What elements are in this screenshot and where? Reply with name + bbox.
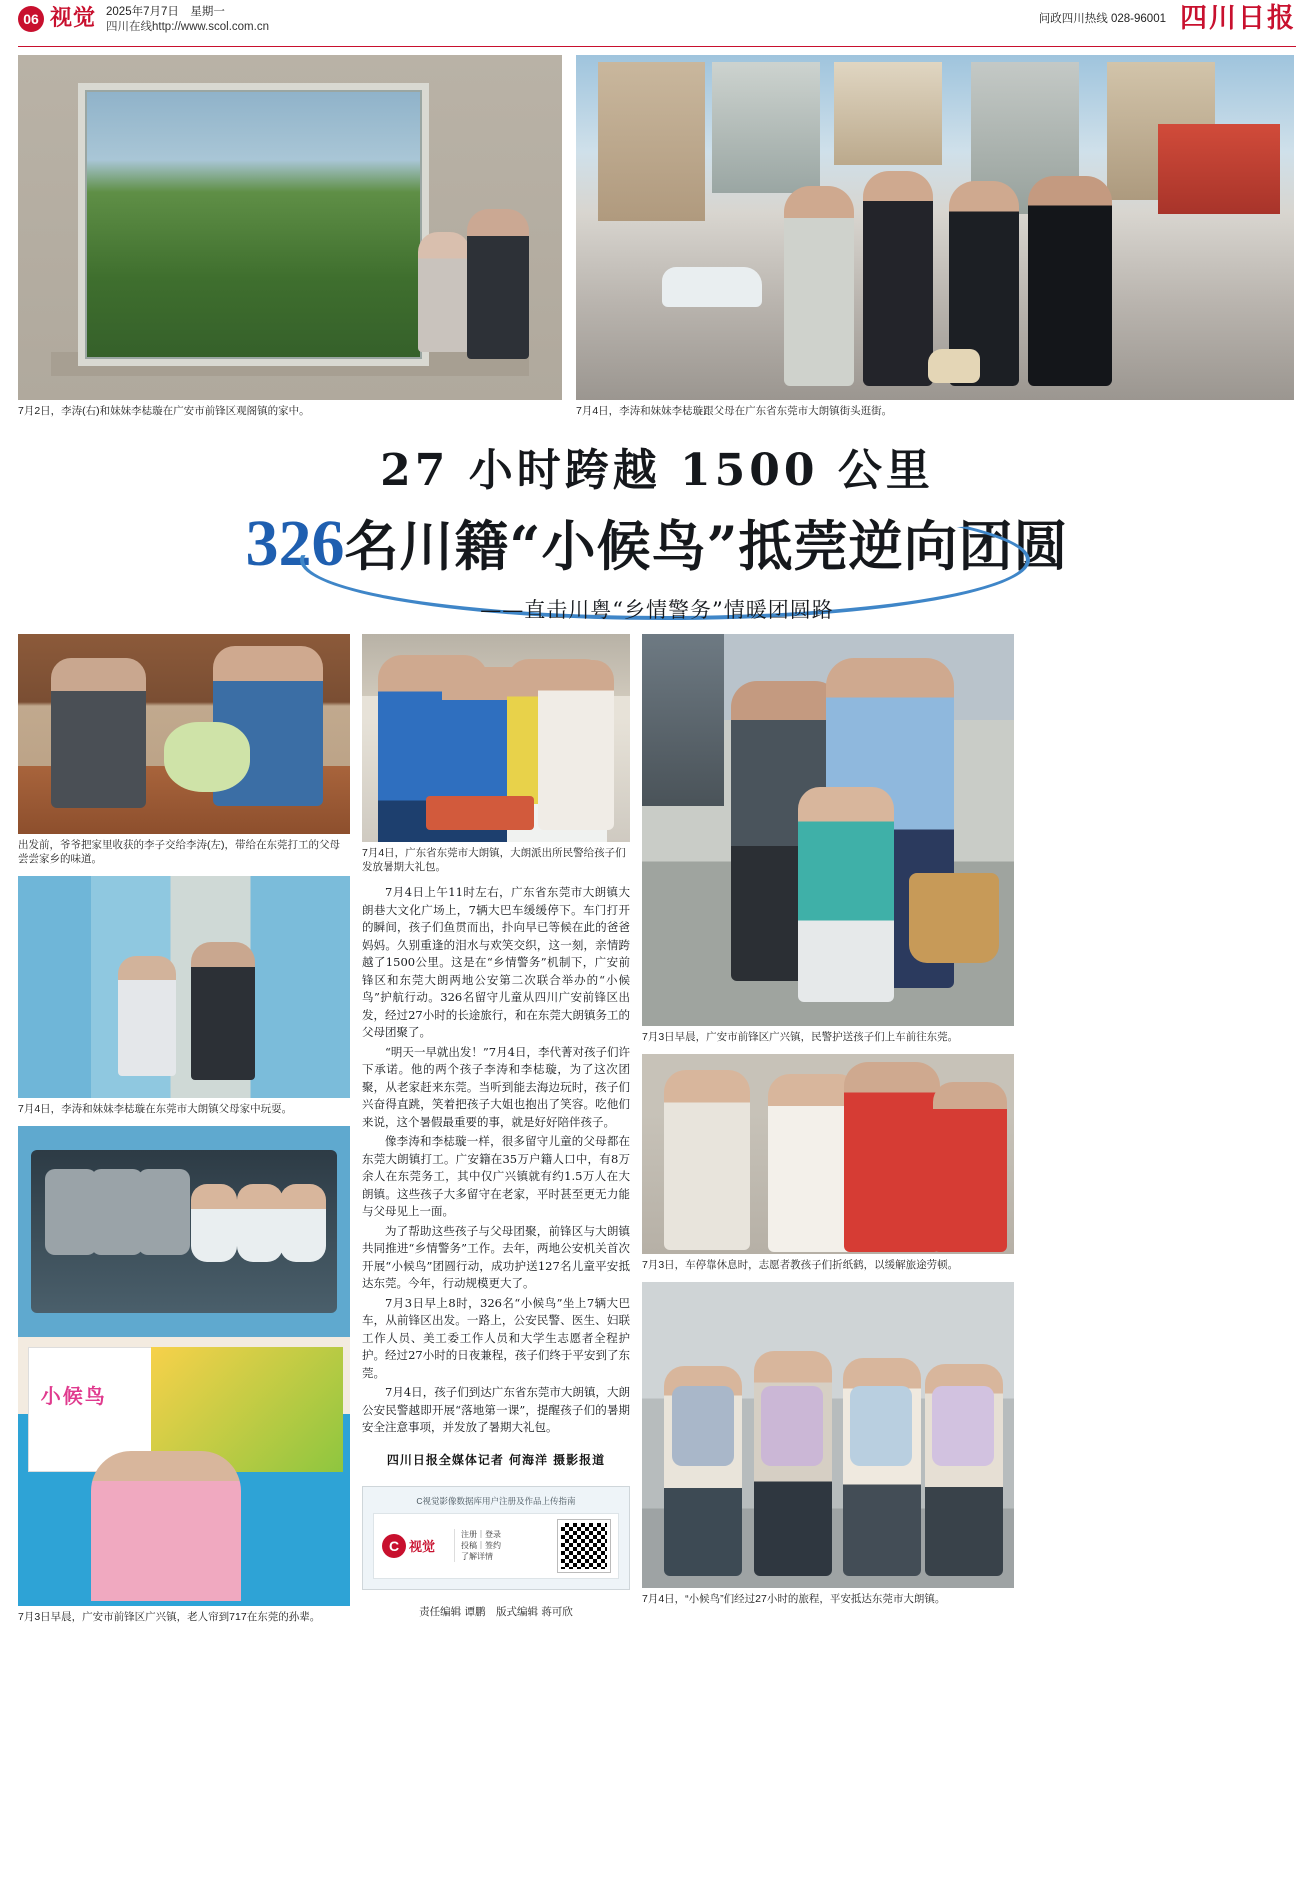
article-body [362,884,630,1437]
bus-seat [138,1169,190,1255]
headline-kicker: 27 小时跨越 1500 公里 [380,445,934,496]
qr-line: 投稿｜签约 [461,1541,501,1550]
photo-block-window-siblings [18,55,562,418]
headline-block [0,418,1314,624]
logo-mark: C [382,1534,406,1558]
article-paragraph: “明天一早就出发！”7月4日，李代菁对孩子们许下承诺。他的两个孩子李涛和李梽璇，为了这次团聚，从老家赶来东莞。当听到能去海边玩时，孩子们兴奋得直跳，笑着把孩子大姐也抱出了笑容。吃他们来说，这个暑假最重要的事，就是好好陪伴孩子。 [362,1044,630,1129]
photo-origami [642,1054,1014,1254]
article-paragraph: 像李涛和李梽璇一样，很多留守儿童的父母都在东莞大朗镇打工。广安籍在35万户籍人口中，有8万余人在东莞务工，其中仅广兴镇就有约1.5万人在大朗镇。这些孩子大多留守在老家，平时甚至更无力能与父母见上一面。 [362,1134,630,1218]
photo-caption: 7月4日，广东省东莞市大朗镇，大朗派出所民警给孩子们发放暑期大礼包。 [362,847,626,873]
photo-caption: 7月3日早晨，广安市前锋区广兴镇，民警护送孩子们上车前往东莞。 [642,1031,959,1043]
volunteer [933,1082,1007,1252]
backpack [850,1386,912,1466]
photo-grandpa-vegetables [18,634,350,834]
volunteer [844,1062,940,1252]
person-boy [467,209,529,359]
banner-text: 小候鸟 [40,1385,107,1408]
child-in-bus [191,1184,237,1262]
plum-bag [164,722,250,792]
column-right [642,634,1014,1624]
paper-title: 四川日报 [1180,3,1296,34]
photo-caption: 7月4日，李涛和妹妹李梽璇在东莞市大朗镇父母家中玩耍。 [18,1103,293,1115]
section-name: 视觉 [50,5,97,30]
photo-family-street [576,55,1294,400]
qr-instruction-lines [454,1529,501,1562]
person-mother [863,171,933,386]
qr-line: 注册｜登录 [461,1530,501,1539]
dog [928,349,980,383]
publication-date: 2025年7月7日 星期一 [106,6,225,18]
qr-promo-box [362,1486,630,1590]
photo-police-gifts [362,634,630,842]
article-paragraph: 7月3日早上8时，326名“小候鸟”坐上7辆大巴车，从前锋区出发。一路上，公安民警、医生、妇联工作人员、美工委工作人员和大学生志愿者全程护护。经过27小时的日夜兼程，孩子们终于平安到了东莞。 [362,1295,630,1380]
person-sister [118,956,176,1076]
backpack [672,1386,734,1466]
person-father [1028,176,1112,386]
column-left [18,634,350,1624]
person-daughter [784,186,854,386]
masthead-right [1039,4,1296,34]
article-paragraph: 7月4日上午11时左右，广东省东莞市大朗镇大朗巷大文化广场上，7辆大巴车缓缓停下。车门打开的瞬间，孩子们鱼贯而出，扑向早已等候在此的爸爸妈妈。久别重逢的泪水与欢笑交织，这一刻，亲情跨越了1500公里。这是在“乡情警务”机制下，广安前锋区和东莞大朗两地公安第二次联合举办的“小候鸟”护航行动。326名留守儿童从四川广安前锋区出发，经过27小时的长途旅行，和在东莞大朗镇务工的父母团聚了。 [362,885,630,1039]
person-brother [191,942,255,1080]
person-girl [418,232,470,352]
photo-caption: 7月2日，李涛(右)和妹妹李梽璇在广安市前锋区观阁镇的家中。 [18,405,310,417]
article-byline: 四川日报全媒体记者 何海洋 摄影报道 [386,1452,606,1467]
bus-seat [45,1169,97,1255]
photo-caption: 7月3日，车停靠休息时，志愿者教孩子们折纸鹤，以缓解旅途劳顿。 [642,1259,959,1271]
photo-caption: 7月3日早晨，广安市前锋区广兴镇，老人帘到717在东莞的孙辈。 [18,1611,321,1623]
headline-subtitle: ——直击川粤“乡情警务”情暖团圆路 [480,598,834,622]
headline-main-text: 名川籍“小候鸟”抵莞逆向团圆 [344,514,1069,578]
car [662,267,762,307]
page-number-badge: 06 [18,6,44,32]
bus [642,634,724,806]
article-paragraph: 7月4日，孩子们到达广东省东莞市大朗镇，大朗公安民警越即开展“落地第一课”，提醒孩子们的暑期安全注意事项，并发放了暑期大礼包。 [362,1385,630,1434]
child [798,787,894,1002]
website-url[interactable]: 四川在线http://www.scol.com.cn [106,21,269,33]
logo-text: 视觉 [409,1539,436,1554]
main-content-grid [0,624,1314,1624]
column-middle [362,634,630,1624]
top-photo-row [0,47,1314,418]
photo-caption: 出发前，爷爷把家里收获的李子交给李涛(左)，带给在东莞打工的父母尝尝家乡的味道。 [18,839,340,865]
article-paragraph: 为了帮助这些孩子与父母团聚，前锋区与大朗镇共同推进“乡情警务”工作。去年，两地公安机关首次开展“小候鸟”团圆行动，成功护送127名儿童平安抵达东莞。今年，行动规模更大了。 [362,1223,630,1290]
c-vision-logo [382,1531,446,1561]
building [598,62,706,221]
child-in-bus [237,1184,283,1262]
masthead [0,0,1314,44]
building [712,62,820,193]
building [834,62,942,166]
qr-inner [373,1513,619,1579]
editor-credits: 责任编辑 谭鹏 版式编辑 蒋可欣 [419,1605,573,1618]
child [664,1070,750,1250]
backpack [932,1386,994,1466]
backpack [761,1386,823,1466]
photo-curtain-home [18,876,350,1098]
person-elder-waving [91,1451,241,1601]
photo-block-family-street [576,55,1294,418]
qr-note: C视觉影像数据库用户注册及作品上传指南 [416,1495,576,1506]
hotline-text: 问政四川热线 028-96001 [1038,13,1166,25]
photo-backpacks [642,1282,1014,1588]
person-boy [51,658,146,808]
photo-caption: 7月4日，“小候鸟”们经过27小时的旅程，平安抵达东莞市大朗镇。 [642,1593,946,1605]
bus-seat [91,1169,143,1255]
headline-main [18,504,1296,582]
qr-code-icon[interactable] [558,1520,610,1572]
child [538,660,614,830]
child-in-bus [280,1184,326,1262]
headline-number: 326 [245,507,345,580]
photo-window-siblings [18,55,562,400]
qr-line: 了解详情 [461,1552,493,1561]
basket [909,873,999,963]
gift-table [426,796,533,829]
photo-police-escort [642,634,1014,1026]
storefront [1158,124,1280,214]
masthead-dates [106,4,269,35]
photo-caption: 7月4日，李涛和妹妹李梽璇跟父母在广东省东莞市大朗镇街头逛街。 [576,405,893,417]
window-sill [51,352,530,376]
photo-bus-waving [18,1126,350,1606]
